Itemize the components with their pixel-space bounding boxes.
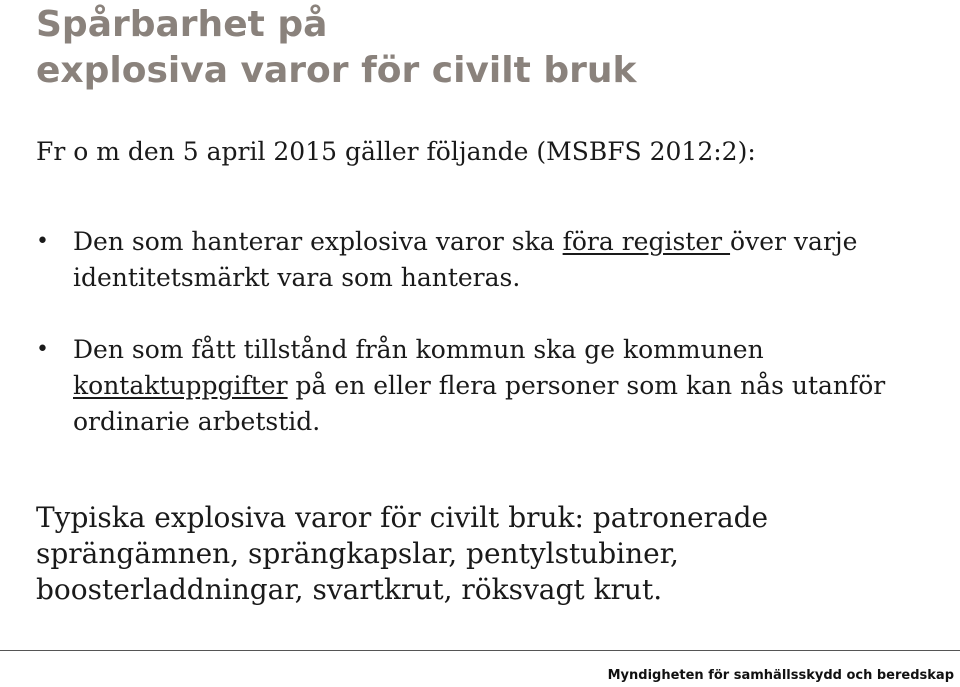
typical-goods-text: Typiska explosiva varor för civilt bruk: patronerade sprängämnen, sprängkapslar, pentylstubiner, boosterladdningar, svartkrut, röksvagt krut. bbox=[36, 501, 769, 606]
underlined-phrase: föra register bbox=[562, 227, 731, 256]
bullet-text-start: Den som hanterar explosiva varor ska bbox=[73, 227, 563, 256]
bullet-text-end: över varje identitetsmärkt vara som hanteras. bbox=[73, 227, 858, 292]
bullet-text bbox=[73, 332, 916, 440]
underlined-phrase: kontaktuppgifter bbox=[73, 371, 288, 400]
bullet-marker: • bbox=[36, 337, 49, 362]
bullet-item-register bbox=[36, 224, 916, 296]
bullet-marker: • bbox=[36, 229, 49, 254]
bullet-item-contact bbox=[36, 332, 916, 440]
title-line-2: explosiva varor för civilt bruk bbox=[36, 50, 637, 91]
footer-divider bbox=[0, 650, 960, 651]
bullet-text-end: på en eller flera personer som kan nås utanför ordinarie arbetstid. bbox=[73, 371, 886, 436]
intro-text: Fr o m den 5 april 2015 gäller följande (MSBFS 2012:2): bbox=[36, 137, 756, 166]
footer-organization: Myndigheten för samhällsskydd och beredskap bbox=[607, 668, 954, 683]
bullet-text bbox=[73, 224, 916, 296]
title-line-1: Spårbarhet på bbox=[36, 4, 328, 45]
bullet-text-start: Den som fått tillstånd från kommun ska ge kommunen bbox=[73, 335, 764, 364]
page-title bbox=[36, 2, 636, 94]
